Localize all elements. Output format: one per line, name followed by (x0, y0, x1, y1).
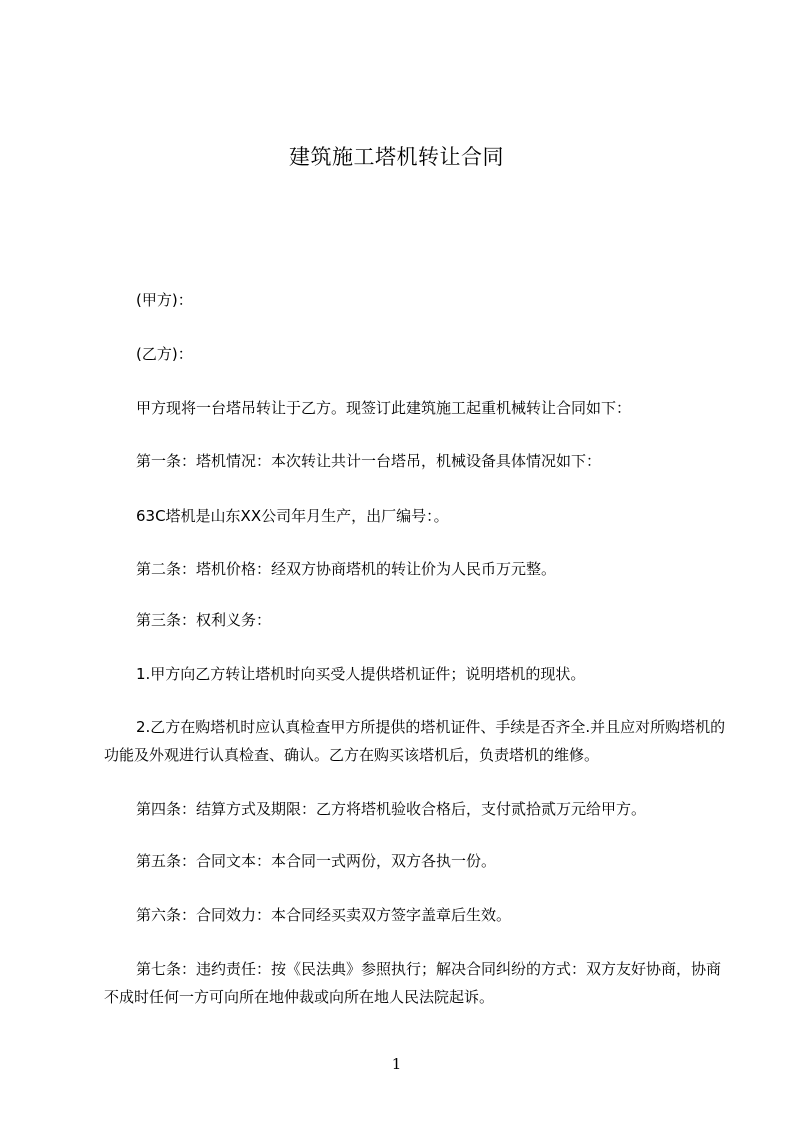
article-2: 第二条：塔机价格：经双方协商塔机的转让价为人民币万元整。 (136, 560, 557, 578)
page-number: 1 (391, 1055, 402, 1073)
article-7: 第七条：违约责任：按《民法典》参照执行；解决合同纠纷的方式：双方友好协商，协商不成时任何一方可向所在地仲裁或向所在地人民法院起诉。 (104, 960, 722, 1006)
article-3-item-1: 1.甲方向乙方转让塔机时向买受人提供塔机证件；说明塔机的现状。 (136, 665, 586, 683)
article-4: 第四条：结算方式及期限：乙方将塔机验收合格后，支付贰拾贰万元给甲方。 (136, 800, 647, 818)
article-6: 第六条：合同效力：本合同经买卖双方签字盖章后生效。 (136, 906, 512, 924)
machine-details: 63C塔机是山东XX公司年月生产，出厂编号：。 (136, 507, 449, 525)
article-5: 第五条：合同文本：本合同一式两份，双方各执一份。 (136, 852, 497, 870)
article-1: 第一条：塔机情况：本次转让共计一台塔吊，机械设备具体情况如下： (136, 452, 602, 470)
article-3-item-2: 2.乙方在购塔机时应认真检查甲方所提供的塔机证件、手续是否齐全.并且应对所购塔机的功能及外观进行认真检查、确认。乙方在购买该塔机后，负责塔机的维修。 (104, 718, 726, 764)
party-a-line: (甲方)： (136, 291, 193, 309)
document-title: 建筑施工塔机转让合同 (289, 145, 504, 169)
intro-paragraph: 甲方现将一台塔吊转让于乙方。现签订此建筑施工起重机械转让合同如下： (136, 399, 632, 417)
article-3: 第三条：权利义务： (136, 611, 272, 629)
party-b-line: (乙方)： (136, 345, 193, 363)
